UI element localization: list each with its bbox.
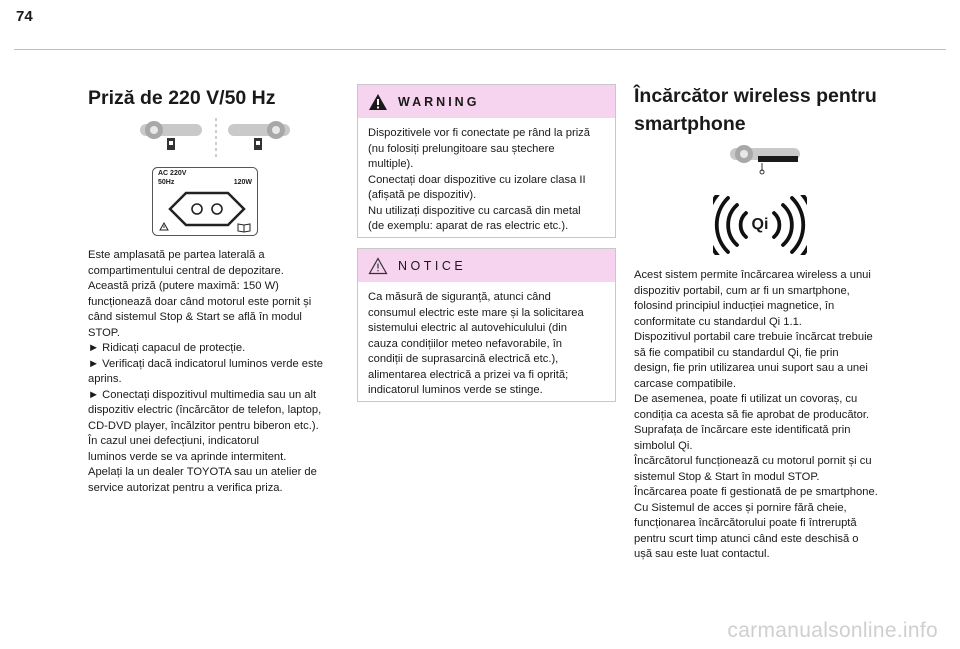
title-line: Încărcător wireless pentru [634, 85, 877, 107]
socket-rating: AC 220V [158, 170, 187, 177]
text-line: luminos verde se va aprinde intermitent. [88, 450, 287, 463]
qi-wireless-symbol [713, 195, 807, 255]
step-line: ► Conectați dispozitivul multimedia sau un alt [88, 388, 317, 401]
warning-label: WARNING [398, 94, 480, 109]
text-line: conformitate cu standardul Qi 1.1. [634, 315, 802, 328]
text-line: dispozitiv portabil, cum ar fi un smartphone, [634, 284, 850, 297]
left-hand-drive-icon [140, 121, 202, 150]
text-line: pentru scurt timp atunci când este deschisă o [634, 532, 859, 545]
text-line: carcase compatibile. [634, 377, 736, 390]
text-line: aprins. [88, 373, 122, 385]
socket-power: 120W [233, 179, 252, 186]
text-line: Încărcarea poate fi gestionată de pe smartphone. [634, 486, 878, 498]
text-line: Suprafața de încărcare este identificată prin [634, 424, 851, 436]
right-hand-drive-icon [228, 121, 290, 150]
text-line: sistemul Stop & Start în modul STOP. [634, 470, 820, 483]
wireless-description [634, 268, 934, 563]
socket-illustration [152, 167, 258, 236]
notice-line: cauza condițiilor meteo nefavorabile, în [368, 337, 563, 350]
notice-body [358, 282, 615, 409]
text-line: STOP. [88, 326, 120, 339]
notice-label: NOTICE [398, 258, 467, 273]
console-location-illustration [728, 142, 804, 176]
warning-line: Dispozitivele vor fi conectate pe rând la priză [368, 127, 590, 139]
warning-header [358, 85, 615, 118]
text-line: dispozitiv electric (încărcător de telefon, laptop, [88, 404, 322, 416]
section-title-socket: Priză de 220 V/50 Hz [88, 87, 276, 109]
warning-line: (nu folosiți prelungitoare sau ștechere [368, 142, 555, 155]
text-line: ușă sau este luat contactul. [634, 548, 770, 560]
warning-line: (afișată pe dispozitiv). [368, 189, 477, 201]
text-line: Apelați la un dealer TOYOTA sau un atelier de [88, 466, 317, 478]
text-line: funcționează doar când motorul este pornit și [88, 295, 312, 308]
text-line: să fie compatibil cu standardul Qi, fie prin [634, 346, 839, 359]
notice-header [358, 249, 615, 282]
text-line: Încărcătorul funcționează cu motorul pornit și cu [634, 455, 872, 467]
text-line: Este amplasată pe partea laterală a [88, 249, 265, 261]
text-line: Cu Sistemul de acces și pornire fără cheie, [634, 501, 847, 514]
notice-line: condiții de suprasarcină electrică etc.), [368, 353, 559, 365]
text-line: De asemenea, poate fi utilizat un covoraș, cu [634, 393, 858, 405]
text-line: Acest sistem permite încărcarea wireless a unui [634, 269, 871, 281]
warning-line: Conectați doar dispozitive cu izolare clasa II [368, 173, 586, 186]
dashboard-location-illustration [138, 114, 298, 160]
text-line: Această priză (putere maximă: 150 W) [88, 280, 279, 292]
watermark: carmanualsonline.info [727, 619, 938, 642]
text-line: Dispozitivul portabil care trebuie încărcat trebuie [634, 331, 873, 343]
text-line: În cazul unei defecțiuni, indicatorul [88, 435, 260, 447]
text-line: compartimentului central de depozitare. [88, 264, 284, 277]
notice-line: indicatorul luminos verde se stinge. [368, 384, 543, 396]
warning-line: multiple). [368, 158, 414, 170]
text-line: funcționarea încărcătorului poate fi întreruptă [634, 517, 857, 529]
qi-label: Qi [751, 216, 769, 233]
notice-box [357, 248, 616, 402]
text-line: folosind principiul inducției magnetice, în [634, 300, 835, 312]
warning-line: Nu utilizați dispozitive cu carcasă din metal [368, 204, 581, 217]
header-rule [14, 49, 946, 50]
notice-line: sistemului electric al autovehiculului (din [368, 322, 567, 334]
text-line: simbolul Qi. [634, 439, 693, 452]
warning-box [357, 84, 616, 238]
section-title-wireless [634, 84, 934, 136]
step-line: ► Ridicați capacul de protecție. [88, 342, 246, 354]
text-line: când sistemul Stop & Start se află în modul [88, 311, 302, 323]
title-line: smartphone [634, 113, 746, 135]
text-line: condiția ca acesta să fie aprobat de producător. [634, 408, 870, 421]
socket-frequency: 50Hz [158, 179, 175, 186]
notice-line: alimentarea electrică a prizei va fi oprită; [368, 368, 569, 381]
text-line: service autorizat pentru a verifica priza. [88, 481, 283, 494]
socket-description [88, 248, 343, 496]
notice-line: consumul electric este mare și la solicitarea [368, 306, 584, 319]
page-number: 74 [16, 8, 33, 25]
text-line: CD-DVD player, încălzitor pentru biberon etc.). [88, 419, 319, 432]
text-line: design, fie prin utilizarea unui suport sau a unei [634, 362, 868, 374]
notice-icon [368, 257, 388, 275]
warning-body [358, 118, 615, 245]
warning-line: (de exemplu: aparat de ras electric etc.). [368, 220, 569, 232]
warning-icon [368, 93, 388, 111]
step-line: ► Verificați dacă indicatorul luminos verde este [88, 357, 323, 370]
notice-line: Ca măsură de siguranță, atunci când [368, 291, 551, 303]
